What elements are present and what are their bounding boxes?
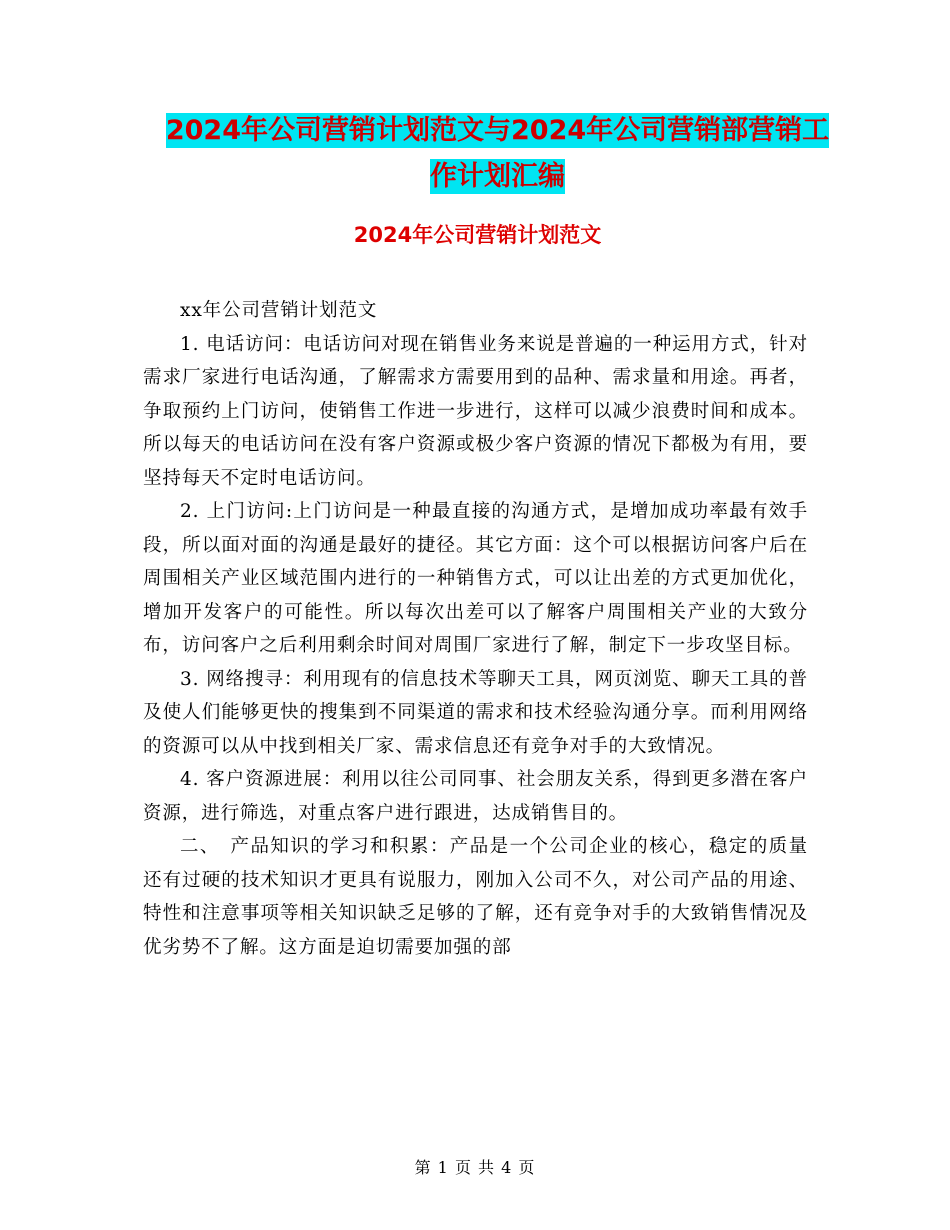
body-text (143, 294, 808, 964)
title-line-1: 2024年公司营销计划范文与2024年公司营销部营销工 (165, 115, 830, 146)
paragraph-client-resources: 4. 客户资源进展：利用以往公司同事、社会朋友关系，得到更多潜在客户资源，进行筛选，对重点客户进行跟进，达成销售目的。 (143, 769, 808, 824)
document-title (140, 108, 855, 200)
paragraph-door-visit: 2. 上门访问:上门访问是一种最直接的沟通方式，是增加成功率最有效手段，所以面对面的沟通是最好的捷径。其它方面：这个可以根据访问客户后在周围相关产业区域范围内进行的一种销售方式，可以让出差的方式更加优化，增加开发客户的可能性。所以每次出差可以了解客户周围相关产业的大致分布，访问客户之后利用剩余时间对周围厂家进行了解，制定下一步攻坚目标。 (143, 501, 808, 656)
paragraph-intro: xx年公司营销计划范文 (180, 300, 378, 321)
paragraph-phone-visit: 1. 电话访问：电话访问对现在销售业务来说是普遍的一种运用方式，针对需求厂家进行电话沟通，了解需求方需要用到的品种、需求量和用途。再者，争取预约上门访问，使销售工作进一步进行，这样可以减少浪费时间和成本。所以每天的电话访问在没有客户资源或极少客户资源的情况下都极为有用，要坚持每天不定时电话访问。 (143, 333, 808, 489)
paragraph-product-knowledge: 二、 产品知识的学习和积累：产品是一个公司企业的核心，稳定的质量还有过硬的技术知识才更具有说服力，刚加入公司不久，对公司产品的用途、特性和注意事项等相关知识缺乏足够的了解，还有竞争对手的大致销售情况及优劣势不了解。这方面是迫切需要加强的部 (143, 836, 808, 958)
title-line-2: 作计划汇编 (430, 161, 565, 192)
paragraph-web-search: 3. 网络搜寻：利用现有的信息技术等聊天工具，网页浏览、聊天工具的普及使人们能够更快的搜集到不同渠道的需求和技术经验沟通分享。而利用网络的资源可以从中找到相关厂家、需求信息还有竞争对手的大致情况。 (143, 668, 808, 757)
page-footer: 第 1 页 共 4 页 (414, 1158, 536, 1177)
section-title: 2024年公司营销计划范文 (353, 223, 602, 247)
